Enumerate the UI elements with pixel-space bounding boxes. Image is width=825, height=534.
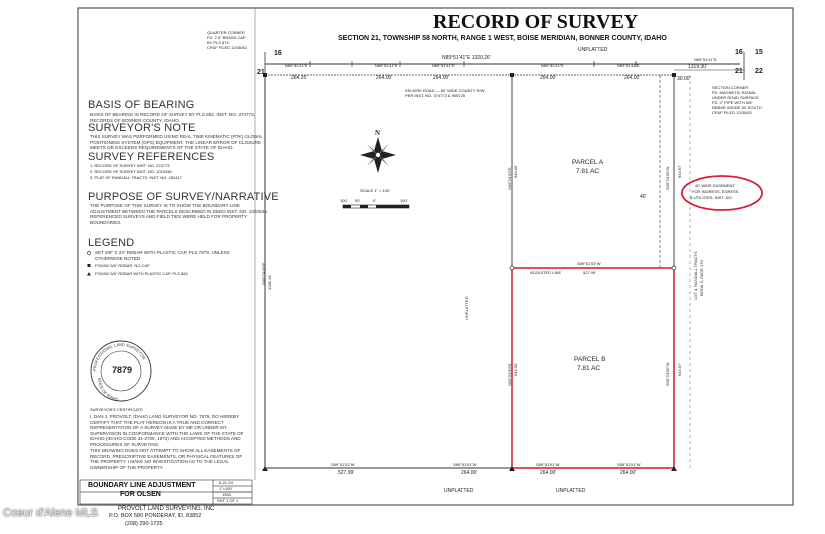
parcel-a-area: 7.81 AC — [576, 168, 600, 175]
nw-section-21: 21 — [257, 69, 265, 76]
parcel-b-east-distance: 643.97' — [677, 363, 682, 376]
legend-symbols — [87, 251, 91, 275]
cert-heading: SURVEYOR'S CERTIFICATE — [90, 407, 143, 412]
refs-heading: SURVEY REFERENCES — [88, 151, 215, 163]
nw-note-3: BY PLS 874 — [207, 40, 229, 45]
top-dist-4: 264.00' — [540, 75, 557, 81]
mls-watermark: Coeur d'Alene MLS — [3, 507, 99, 519]
title-block-phone: (208) 290-1725 — [125, 521, 163, 527]
road-label-1: SELKIRK ROAD — 60' WIDE COUNTY R/W — [405, 88, 485, 93]
ne-note-3: UNDER ROAD SURFACE — [712, 95, 759, 100]
ref-1: 1. RECORD OF SURVEY INST. NO. 374773 — [90, 163, 170, 168]
legend-heading: LEGEND — [88, 237, 135, 249]
nw-note-1: QUARTER CORNER — [207, 30, 245, 35]
easement-width: 40' — [640, 194, 647, 200]
bottom-dist-3: 264.00' — [540, 470, 557, 476]
parcel-b-area: 7.81 AC — [577, 365, 601, 372]
ne-section-16: 16 — [735, 49, 743, 56]
seg-bearing-4: N89°51'41"E — [541, 63, 564, 68]
scale-bar — [343, 205, 409, 208]
nw-note-2: FD. 2.5" BRASS CAP — [207, 35, 246, 40]
north-letter: N — [375, 129, 381, 137]
ne-offset: 30.00' — [677, 76, 691, 82]
seg-bearing-5: N89°51'41"E — [617, 63, 640, 68]
top-dist-2: 264.00' — [376, 75, 393, 81]
nw-section-16: 16 — [274, 50, 282, 57]
parcel-a-east-distance: 643.97' — [677, 165, 682, 178]
ne-distance: 1319.30' — [688, 64, 708, 70]
parcel-b-name: PARCEL B — [574, 356, 606, 363]
disclaimer-text: THIS DRAWING DOES NOT ATTEMPT TO SHOW ALL EASEMENTS OF RECORD, PRESCRIPTIVE EASEMENTS, OR PHYSICAL FEATURES OF THE PROPERTY. I MAKE NO INVESTIGATION AS TO THE LEGAL OWNERSHIP OF THE PROPERTY. — [90, 448, 243, 470]
monument-markers — [262, 73, 677, 471]
ne-note-6: CP&F FILED 12/30/82 — [712, 110, 752, 115]
lot-note-1: LOT 4, RANDALL TRACTS — [693, 251, 698, 300]
easement-note-3: & UTILITIES, INST. NO. — [690, 195, 733, 200]
scale-tick-4: 100' — [400, 198, 408, 203]
parcel-b-west-bearing: N00°24'50"E — [507, 363, 512, 386]
west-boundary-distance: 1285.14' — [267, 274, 272, 290]
seg-bearing-2: N89°51'41"E — [375, 63, 398, 68]
bottom-unplatted-1: UNPLATTED — [444, 488, 474, 494]
scale-tick-2: 50' — [355, 198, 361, 203]
note-text: THIS SURVEY WAS PERFORMED USING REAL TIME KINEMATIC (RTK) GLOBAL POSITIONING SYSTEM (GPS) EQUIPMENT. THE LINEAR ERROR OF CLOSURE MEETS OR EXCEEDS REQUIREMENTS OF THE STATE OF IDAHO. — [90, 134, 263, 151]
road-label-2: PER INST. NO. 374773 & 905725 — [405, 93, 466, 98]
ne-section-21: 21 — [735, 68, 743, 75]
bottom-dist-1: 527.99' — [338, 470, 355, 476]
legend-item-2: FOUND 5/8" REBAR, NO CAP — [95, 263, 150, 268]
bottom-unplatted-2: UNPLATTED — [556, 488, 586, 494]
title-block-firm: PROVOLT LAND SURVEYING, INC — [118, 506, 215, 512]
ne-bearing: N89°51'41"E — [694, 57, 717, 62]
title-block-sheet: SHT 1 OF 1 — [217, 498, 239, 503]
title-block-scale: 1"=100' — [219, 486, 233, 491]
parcel-a-west-bearing: N00°24'50"E — [507, 167, 512, 190]
ne-note-4: FD. 2" PIPE WITH 5/8" — [712, 100, 753, 105]
top-dist-1: 264.25' — [291, 75, 308, 81]
adjusted-line-label: ADJUSTED LINE — [530, 270, 562, 275]
seal-number: 7879 — [112, 365, 133, 375]
parcel-b-east-bearing: S00°24'50"W — [665, 362, 670, 386]
purpose-heading: PURPOSE OF SURVEY/NARRATIVE — [88, 191, 279, 203]
lot-note-2: BOOK 3, PAGE 179 — [699, 260, 704, 296]
bottom-bearing-1: S89°51'01"W — [331, 462, 355, 467]
title-block-address: P.O. BOX 580 PONDERAY, ID. 83852 — [109, 513, 202, 519]
legend-item-1: SET 5/8" X 24" REBAR WITH PLASTIC CAP, PLS 7879, UNLESS OTHERWISE NOTED — [95, 250, 230, 261]
title-block-job: 1554 — [222, 492, 231, 497]
top-total-bearing: N89°51'41"E 1320.26' — [442, 55, 491, 61]
adjusted-bearing: S89°51'03"W — [577, 261, 601, 266]
ne-note-5: REBAR INSIDE 30' SOUTH — [712, 105, 762, 110]
scale-tick-1: 100' — [340, 198, 348, 203]
ne-section-15: 15 — [755, 49, 763, 56]
easement-note-1: 40' WIDE EASEMENT — [695, 183, 735, 188]
top-unplatted: UNPLATTED — [578, 47, 608, 53]
title-block-line2: FOR OLSEN — [120, 491, 161, 498]
seal-ring-top: PROFESSIONAL LAND SURVEYOR — [91, 341, 147, 372]
ne-section-22: 22 — [755, 68, 763, 75]
scale-tick-3: 0' — [373, 198, 376, 203]
bottom-bearing-2: S89°51'01"W — [453, 462, 477, 467]
top-dist-3: 264.00' — [433, 75, 450, 81]
scale-text: SCALE 1" = 100' — [360, 188, 390, 193]
note-heading: SURVEYOR'S NOTE — [88, 122, 196, 134]
survey-subtitle: SECTION 21, TOWNSHIP 58 NORTH, RANGE 1 WEST, BOISE MERIDIAN, BONNER COUNTY, IDAHO — [338, 35, 667, 42]
west-boundary-bearing: N00°24'09"E — [261, 262, 266, 285]
ref-3: 3. PLAT OF RANDALL TRACTS, INST. NO. 252417 — [90, 175, 182, 180]
title-block-date: 6-21-24 — [219, 480, 233, 485]
adjusted-distance: 527.99' — [583, 270, 596, 275]
cert-text: I, DAN J. PROVOLT, IDAHO LAND SURVEYOR NO. 7879, DO HEREBY CERTIFY THAT THE PLAT HEREON IS A TRUE AND CORRECT REPRESENTATION OF A SURVEY MADE BY ME OR UNDER MY SUPERVISION IN CONFORMANCE WITH THE LAWS OF THE STATE OF IDAHO (IDAHO CODE 31-2709, 1973) AND ACCEPTED METHODS AND PROCEDURES OF SURVEYING. — [90, 414, 244, 447]
seg-bearing-1: N89°51'41"E — [285, 63, 308, 68]
ne-note-2: FD. MAGNETIC SIGNAL — [712, 90, 757, 95]
basis-heading: BASIS OF BEARING — [88, 99, 195, 111]
top-dist-5: 264.00' — [624, 75, 641, 81]
bottom-bearing-3: S89°51'01"W — [536, 462, 560, 467]
bottom-bearing-4: S89°51'01"W — [617, 462, 641, 467]
seal-ring-bottom: STATE OF IDAHO — [96, 377, 119, 402]
parcel-a-east-bearing: S00°24'50"W — [665, 166, 670, 190]
parcel-a-name: PARCEL A — [572, 159, 604, 166]
bottom-dist-2: 264.00' — [461, 470, 478, 476]
bottom-dist-4: 264.00' — [620, 470, 637, 476]
ne-note-1: SECTION CORNER — [712, 85, 749, 90]
ref-2: 2. RECORD OF SURVEY INST. NO. 1019346 — [90, 169, 172, 174]
parcel-a-west-distance: 644.00' — [513, 165, 518, 178]
north-arrow-icon — [360, 137, 396, 173]
title-block-line1: BOUNDARY LINE ADJUSTMENT — [88, 482, 196, 489]
middle-unplatted: UNPLATTED — [464, 296, 469, 320]
survey-title: RECORD OF SURVEY — [433, 11, 639, 33]
easement-note-2: FOR INGRESS, EGRESS — [692, 189, 739, 194]
purpose-text: THE PURPOSE OF THIS SURVEY IS TO SHOW THE BOUNDARY LINE ADJUSTMENT BETWEEN THE PARCELS DESCRIBED IN DEED INST. NO. 1020635. REFERENCED SURVEYS AND FIELD TIES WERE HELD FOR PROPERTY BOUNDARIES. — [90, 203, 268, 225]
basis-text: BASIS OF BEARING IS RECORD OF SURVEY BY PLS 882, INST. NO. 374773, RECORDS OF BONNER COUNTY, IDAHO. — [90, 112, 255, 123]
parcel-b-west-distance: 644.00' — [513, 363, 518, 376]
seg-bearing-3: N89°51'41"E — [432, 63, 455, 68]
nw-note-4: CP&F FILED 12/30/82 — [207, 45, 247, 50]
legend-item-3: FOUND 5/8" REBAR WITH PLASTIC CAP, PLS 882 — [95, 271, 188, 276]
